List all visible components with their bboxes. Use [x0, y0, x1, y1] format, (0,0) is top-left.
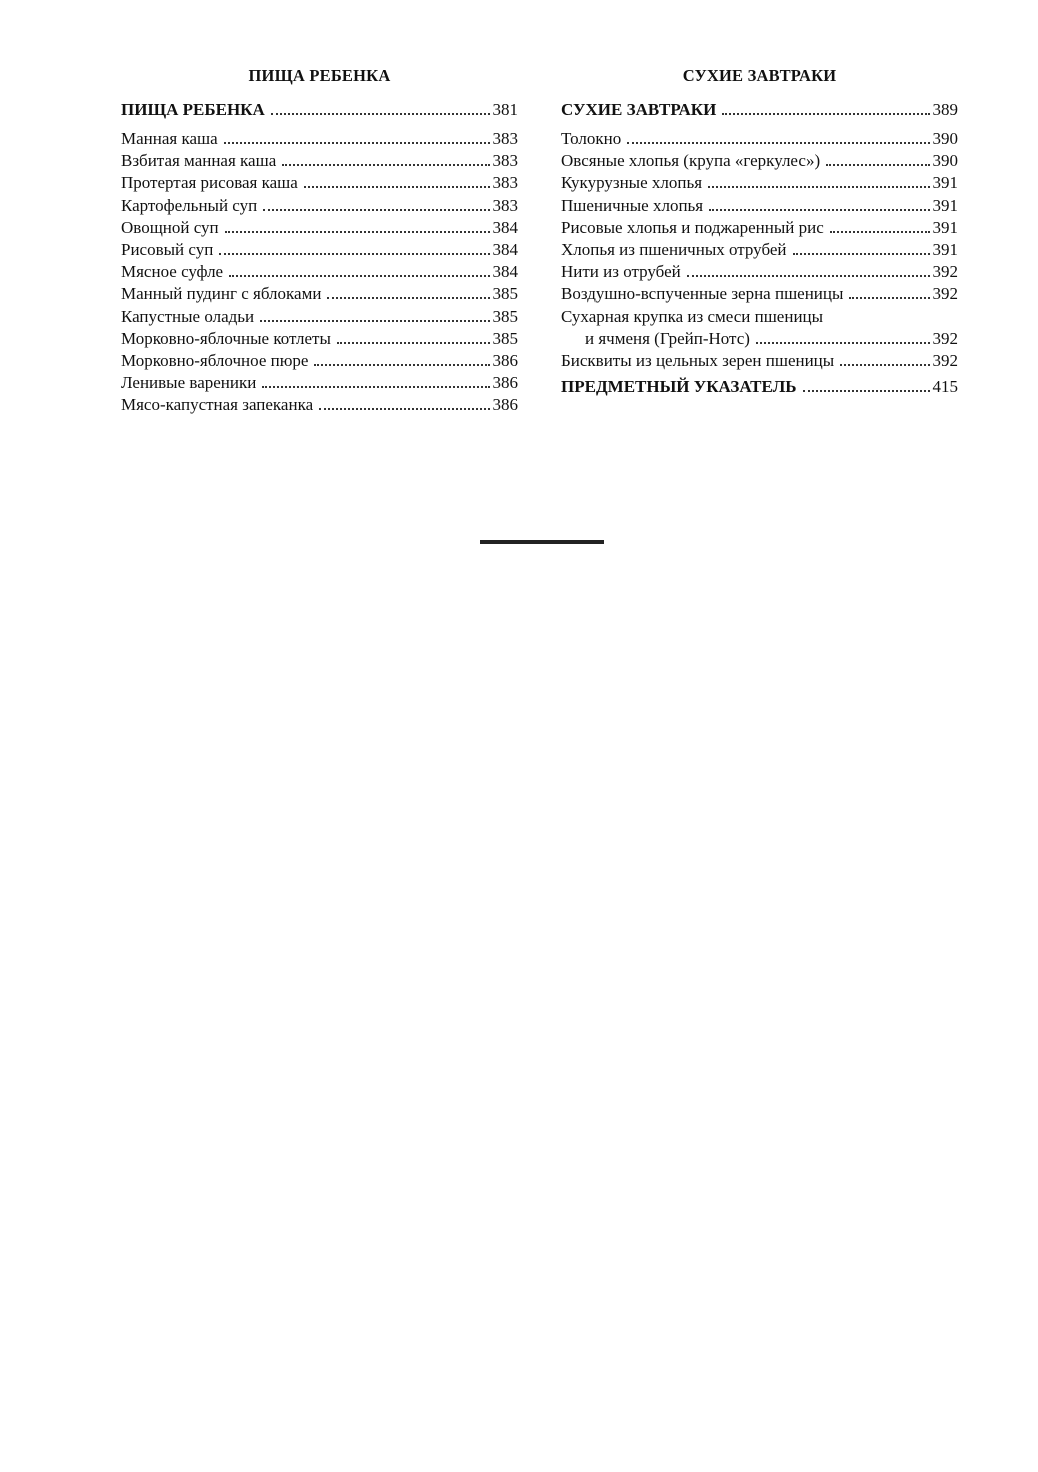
dot-leader — [314, 364, 489, 366]
toc-section-entry[interactable] — [561, 99, 958, 121]
toc-page-number: 392 — [932, 262, 958, 282]
dot-leader — [319, 408, 489, 410]
toc-entry[interactable] — [121, 372, 518, 394]
dot-leader — [826, 164, 929, 166]
toc-page-number: 386 — [492, 351, 518, 371]
dot-leader — [722, 113, 929, 115]
toc-page-number: 384 — [492, 262, 518, 282]
dot-leader — [830, 231, 930, 233]
toc-entry-title: Овсяные хлопья (крупа «геркулес») — [561, 151, 821, 171]
toc-entry[interactable] — [121, 239, 518, 261]
toc-entry[interactable] — [121, 306, 518, 328]
dot-leader — [708, 186, 929, 188]
toc-page-number: 390 — [932, 129, 958, 148]
toc-page-number: 385 — [492, 284, 518, 304]
toc-entry-title: Воздушно-вспученные зерна пшеницы — [561, 284, 844, 304]
dot-leader — [263, 209, 489, 211]
toc-page-number: 384 — [492, 217, 518, 237]
toc-entry-title: Морковно-яблочные котлеты — [121, 328, 331, 348]
dot-leader — [756, 342, 930, 344]
toc-page-number: 415 — [932, 377, 958, 397]
toc-page-number: 390 — [932, 151, 958, 171]
toc-page-number: 391 — [932, 240, 958, 260]
dot-leader — [225, 231, 490, 233]
dot-leader — [627, 142, 929, 144]
toc-entry[interactable] — [121, 128, 518, 150]
toc-entry-title: Мясное суфле — [121, 262, 224, 282]
left-running-head: ПИЩА РЕБЕНКА — [248, 66, 391, 85]
toc-entry[interactable] — [121, 328, 518, 350]
toc-entry-title: Пшеничные хлопья — [561, 195, 704, 215]
toc-entry-title: ПИЩА РЕБЕНКА — [121, 100, 265, 119]
toc-page-number: 391 — [932, 217, 958, 237]
right-entry-list — [561, 128, 958, 306]
toc-entry-title: ПРЕДМЕТНЫЙ УКАЗАТЕЛЬ — [561, 377, 797, 397]
toc-page-number: 383 — [492, 129, 518, 148]
dot-leader — [849, 297, 929, 299]
section-end-rule — [480, 540, 604, 544]
toc-entry[interactable] — [561, 128, 958, 150]
toc-page-number: 385 — [492, 328, 518, 348]
toc-page-number: 383 — [492, 195, 518, 215]
toc-entry-title: Протертая рисовая каша — [121, 173, 298, 193]
toc-page-number: 383 — [492, 151, 518, 171]
toc-index-entry[interactable] — [561, 376, 958, 398]
toc-entry-title-line1: Сухарная крупка из смеси пшеницы — [561, 306, 824, 326]
toc-entry-title: Толокно — [561, 129, 622, 148]
right-running-head: СУХИЕ ЗАВТРАКИ — [682, 66, 837, 85]
toc-entry[interactable] — [561, 261, 958, 283]
toc-page-number: 391 — [932, 195, 958, 215]
toc-entry[interactable] — [121, 350, 518, 372]
toc-entry-title: Ленивые вареники — [121, 373, 257, 393]
toc-entry-title: Хлопья из пшеничных отрубей — [561, 240, 787, 260]
toc-entry-title: Рисовые хлопья и поджаренный рис — [561, 217, 824, 237]
toc-page-number: 385 — [492, 306, 518, 326]
toc-entry[interactable] — [561, 239, 958, 261]
toc-page-number: 391 — [932, 173, 958, 193]
dot-leader — [793, 253, 930, 255]
right-toc — [561, 99, 958, 398]
toc-entry-title: Рисовый суп — [121, 240, 214, 260]
toc-page-number: 386 — [492, 395, 518, 415]
toc-entry[interactable] — [561, 150, 958, 172]
toc-page-number: 392 — [932, 328, 958, 348]
toc-entry[interactable] — [561, 217, 958, 239]
toc-page-number: 383 — [492, 173, 518, 193]
dot-leader — [840, 364, 929, 366]
toc-page-number: 392 — [932, 351, 958, 371]
toc-entry[interactable] — [561, 283, 958, 305]
toc-entry[interactable] — [561, 195, 958, 217]
toc-page-number: 392 — [932, 284, 958, 304]
dot-leader — [262, 386, 489, 388]
toc-entry-title: Манный пудинг с яблоками — [121, 284, 322, 304]
toc-entry-title: Нити из отрубей — [561, 262, 681, 282]
toc-entry-title: Капустные оладьи — [121, 306, 255, 326]
dot-leader — [803, 390, 930, 392]
dot-leader — [282, 164, 489, 166]
toc-entry-title: Кукурузные хлопья — [561, 173, 703, 193]
toc-entry-title: СУХИЕ ЗАВТРАКИ — [561, 100, 717, 119]
toc-page-number: 384 — [492, 240, 518, 260]
left-column — [121, 64, 518, 417]
dot-leader — [709, 209, 929, 211]
toc-entry[interactable] — [121, 195, 518, 217]
dot-leader — [687, 275, 930, 277]
toc-entry-title: Картофельный суп — [121, 195, 258, 215]
toc-entry[interactable] — [121, 261, 518, 283]
toc-entry[interactable] — [121, 172, 518, 194]
left-entry-list — [121, 128, 518, 417]
toc-entry[interactable] — [561, 350, 958, 372]
toc-entry-title: Морковно-яблочное пюре — [121, 351, 309, 371]
toc-page-number: 381 — [492, 100, 518, 119]
toc-section-entry[interactable] — [121, 99, 518, 121]
dot-leader — [229, 275, 489, 277]
dot-leader — [271, 113, 490, 115]
toc-entry-title: Овощной суп — [121, 217, 219, 237]
toc-entry-title-line2: и ячменя (Грейп-Нотс) — [585, 328, 750, 348]
toc-entry[interactable] — [121, 283, 518, 305]
toc-page-number: 389 — [932, 100, 958, 119]
toc-page-number: 386 — [492, 373, 518, 393]
dot-leader — [260, 320, 489, 322]
toc-entry-title: Бисквиты из цельных зерен пшеницы — [561, 351, 835, 371]
dot-leader — [327, 297, 489, 299]
toc-entry-title: Взбитая манная каша — [121, 151, 277, 171]
dot-leader — [219, 253, 489, 255]
dot-leader — [337, 342, 490, 344]
toc-entry-title: Мясо-капустная запеканка — [121, 395, 314, 415]
toc-entry[interactable] — [121, 394, 518, 416]
toc-entry[interactable] — [121, 217, 518, 239]
dot-leader — [224, 142, 490, 144]
right-column — [561, 64, 958, 405]
toc-entry[interactable] — [121, 150, 518, 172]
dot-leader — [304, 186, 490, 188]
toc-entry-continuation — [561, 328, 958, 350]
toc-entry[interactable] — [561, 172, 958, 194]
toc-entry-title: Манная каша — [121, 129, 218, 148]
left-toc — [121, 99, 518, 417]
toc-multiline-entry[interactable] — [561, 306, 958, 350]
